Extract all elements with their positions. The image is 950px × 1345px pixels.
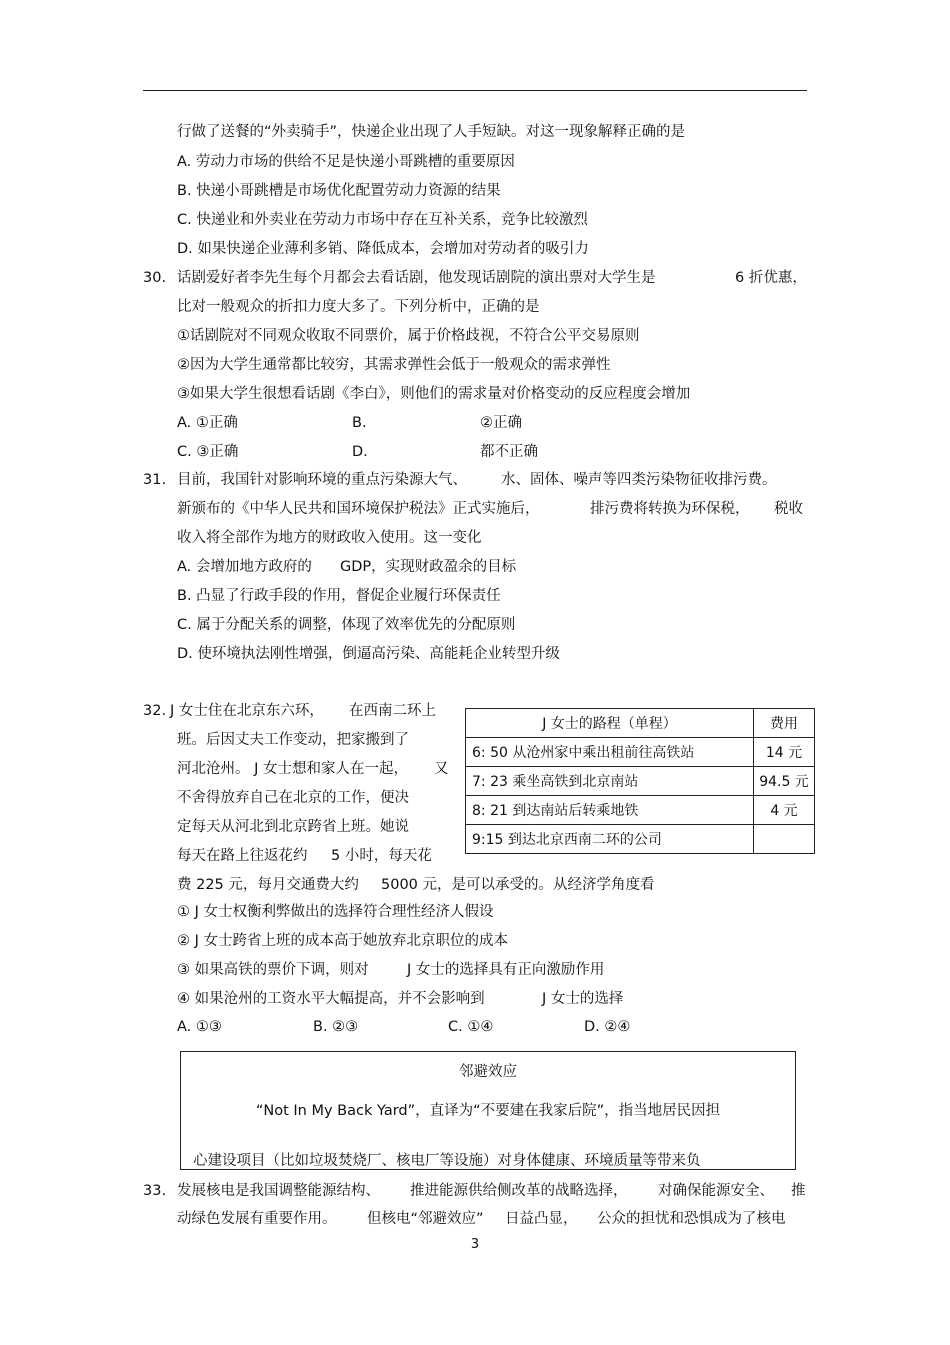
table-cell-cost: 14 元: [754, 738, 815, 767]
q30-item-1: ①话剧院对不同观众收取不同票价，属于价格歧视，不符合公平交易原则: [177, 328, 640, 344]
q32-option-b: B. ②③: [313, 1019, 359, 1035]
q30-stem-line1: 话剧爱好者李先生每个月都会去看话剧，他发现话剧院的演出票对大学生是: [177, 270, 656, 286]
q31-option-a: A. 会增加地方政府的: [177, 559, 312, 575]
q32-stem-line3b: 又: [434, 761, 449, 777]
q32-item-4b: J 女士的选择: [542, 991, 624, 1007]
table-header-row: [466, 709, 815, 738]
table-row: [466, 825, 815, 854]
q29-option-b: B. 快递小哥跳槽是市场优化配置劳动力资源的结果: [177, 183, 501, 199]
nimby-definition-box: [180, 1051, 796, 1170]
table-cell-route: 6: 50 从沧州家中乘出租前往高铁站: [466, 738, 754, 767]
q33-line1-part4: 推: [791, 1183, 806, 1199]
q31-stem-line2b: 排污费将转换为环保税，: [590, 501, 750, 517]
q29-option-a: A. 劳动力市场的供给不足是快递小哥跳槽的重要原因: [177, 154, 515, 170]
q29-option-c: C. 快递业和外卖业在劳动力市场中存在互补关系，竞争比较激烈: [177, 212, 588, 228]
q31-stem-line1a: 目前，我国针对影响环境的重点污染源大气、: [177, 472, 467, 488]
q31-stem-line1b: 水、固体、噪声等四类污染物征收排污费。: [501, 472, 777, 488]
q32-option-a: A. ①③: [177, 1019, 222, 1035]
q31-option-c: C. 属于分配关系的调整，体现了效率优先的分配原则: [177, 617, 516, 633]
q33-number: 33.: [143, 1183, 167, 1199]
table-cell-cost: 4 元: [754, 796, 815, 825]
q33-line2-part4: 公众的担忧和恐惧成为了核电: [597, 1211, 786, 1227]
q32-stem-line1b: 在西南二环上: [349, 703, 436, 719]
header-rule: [143, 90, 807, 91]
q30-option-b-text: ②正确: [480, 415, 522, 431]
q30-option-d-text: 都不正确: [480, 444, 538, 460]
table-cell-cost: 94.5 元: [754, 767, 815, 796]
page-number: 3: [470, 1237, 480, 1252]
q31-option-a-end: GDP，实现财政盈余的目标: [340, 559, 517, 575]
q30-item-2: ②因为大学生通常都比较穷，其需求弹性会低于一般观众的需求弹性: [177, 357, 611, 373]
q32-stem-line7a: 费 225 元，每月交通费大约: [177, 877, 359, 893]
q31-number: 31.: [143, 472, 167, 488]
q32-option-c: C. ①④: [448, 1019, 494, 1035]
q32-stem-line2: 班。后因丈夫工作变动，把家搬到了: [177, 732, 409, 748]
box-line-2: 心建设项目（比如垃圾焚烧厂、核电厂等设施）对身体健康、环境质量等带来负: [193, 1153, 701, 1169]
q30-stem-line1-end: 6 折优惠，: [735, 270, 807, 286]
q29-option-d: D. 如果快递企业薄利多销、降低成本，会增加对劳动者的吸引力: [177, 241, 589, 257]
q31-stem-line2a: 新颁布的《中华人民共和国环境保护税法》正式实施后，: [177, 501, 540, 517]
box-title: 邻避效应: [459, 1064, 517, 1080]
q32-option-d: D. ②④: [584, 1019, 631, 1035]
q32-stem-line4: 不舍得放弃自己在北京的工作，便决: [177, 790, 409, 806]
q31-option-b: B. 凸显了行政手段的作用，督促企业履行环保责任: [177, 588, 501, 604]
q32-stem-line5: 定每天从河北到北京跨省上班。她说: [177, 819, 409, 835]
table-row: [466, 738, 815, 767]
q33-line1-part2: 推进能源供给侧改革的战略选择，: [410, 1183, 628, 1199]
q32-item-2: ② J 女士跨省上班的成本高于她放弃北京职位的成本: [177, 933, 508, 949]
table-header-cost: 费用: [754, 709, 815, 738]
q31-option-d: D. 使环境执法刚性增强，倒逼高污染、高能耗企业转型升级: [177, 646, 560, 662]
q32-item-4a: ④ 如果沧州的工资水平大幅提高，并不会影响到: [177, 991, 485, 1007]
q30-option-b-label: B.: [352, 415, 367, 431]
q32-item-3b: J 女士的选择具有正向激励作用: [407, 962, 605, 978]
table-cell-cost: [754, 825, 815, 854]
q30-option-d-label: D.: [352, 444, 368, 460]
q32-item-1: ① J 女士权衡利弊做出的选择符合理性经济人假设: [177, 904, 494, 920]
q33-line1-part3: 对确保能源安全、: [658, 1183, 774, 1199]
q32-stem-line6b: 5 小时，每天花: [331, 848, 432, 864]
table-row: [466, 767, 815, 796]
table-cell-route: 8: 21 到达南站后转乘地铁: [466, 796, 754, 825]
q33-line2-part3: 日益凸显，: [505, 1211, 578, 1227]
q30-number: 30.: [143, 270, 167, 286]
q30-stem-line2: 比对一般观众的折扣力度大多了。下列分析中，正确的是: [177, 299, 540, 315]
box-line-1: “Not In My Back Yard”，直译为“不要建在我家后院”，指当地居民因担: [255, 1103, 721, 1119]
q29-stem: 行做了送餐的“外卖骑手”，快递企业出现了人手短缺。对这一现象解释正确的是: [177, 124, 686, 140]
q32-stem-line6a: 每天在路上往返花约: [177, 848, 308, 864]
table-cell-route: 7: 23 乘坐高铁到北京南站: [466, 767, 754, 796]
table-cell-route: 9:15 到达北京西南二环的公司: [466, 825, 754, 854]
q31-stem-line2c: 税收: [774, 501, 803, 517]
route-table: [465, 708, 815, 854]
q30-option-a: A. ①正确: [177, 415, 238, 431]
table-row: [466, 796, 815, 825]
q32-item-3a: ③ 如果高铁的票价下调，则对: [177, 962, 369, 978]
q32-number: 32.: [143, 703, 167, 719]
q32-stem-line1a: J 女士住在北京东六环，: [170, 703, 324, 719]
q33-line1-part1: 发展核电是我国调整能源结构、: [177, 1183, 380, 1199]
table-header-route: J 女士的路程（单程）: [466, 709, 754, 738]
q30-option-c: C. ③正确: [177, 444, 239, 460]
q33-line2-part1: 动绿色发展有重要作用。: [177, 1211, 337, 1227]
q30-item-3: ③如果大学生很想看话剧《李白》，则他们的需求量对价格变动的反应程度会增加: [177, 386, 691, 402]
q31-stem-line3: 收入将全部作为地方的财政收入使用。这一变化: [177, 530, 482, 546]
q33-line2-part2: 但核电“邻避效应”: [367, 1211, 484, 1227]
q32-stem-line3a: 河北沧州。 J 女士想和家人在一起，: [177, 761, 408, 777]
q32-stem-line7b: 5000 元，是可以承受的。从经济学角度看: [381, 877, 655, 893]
